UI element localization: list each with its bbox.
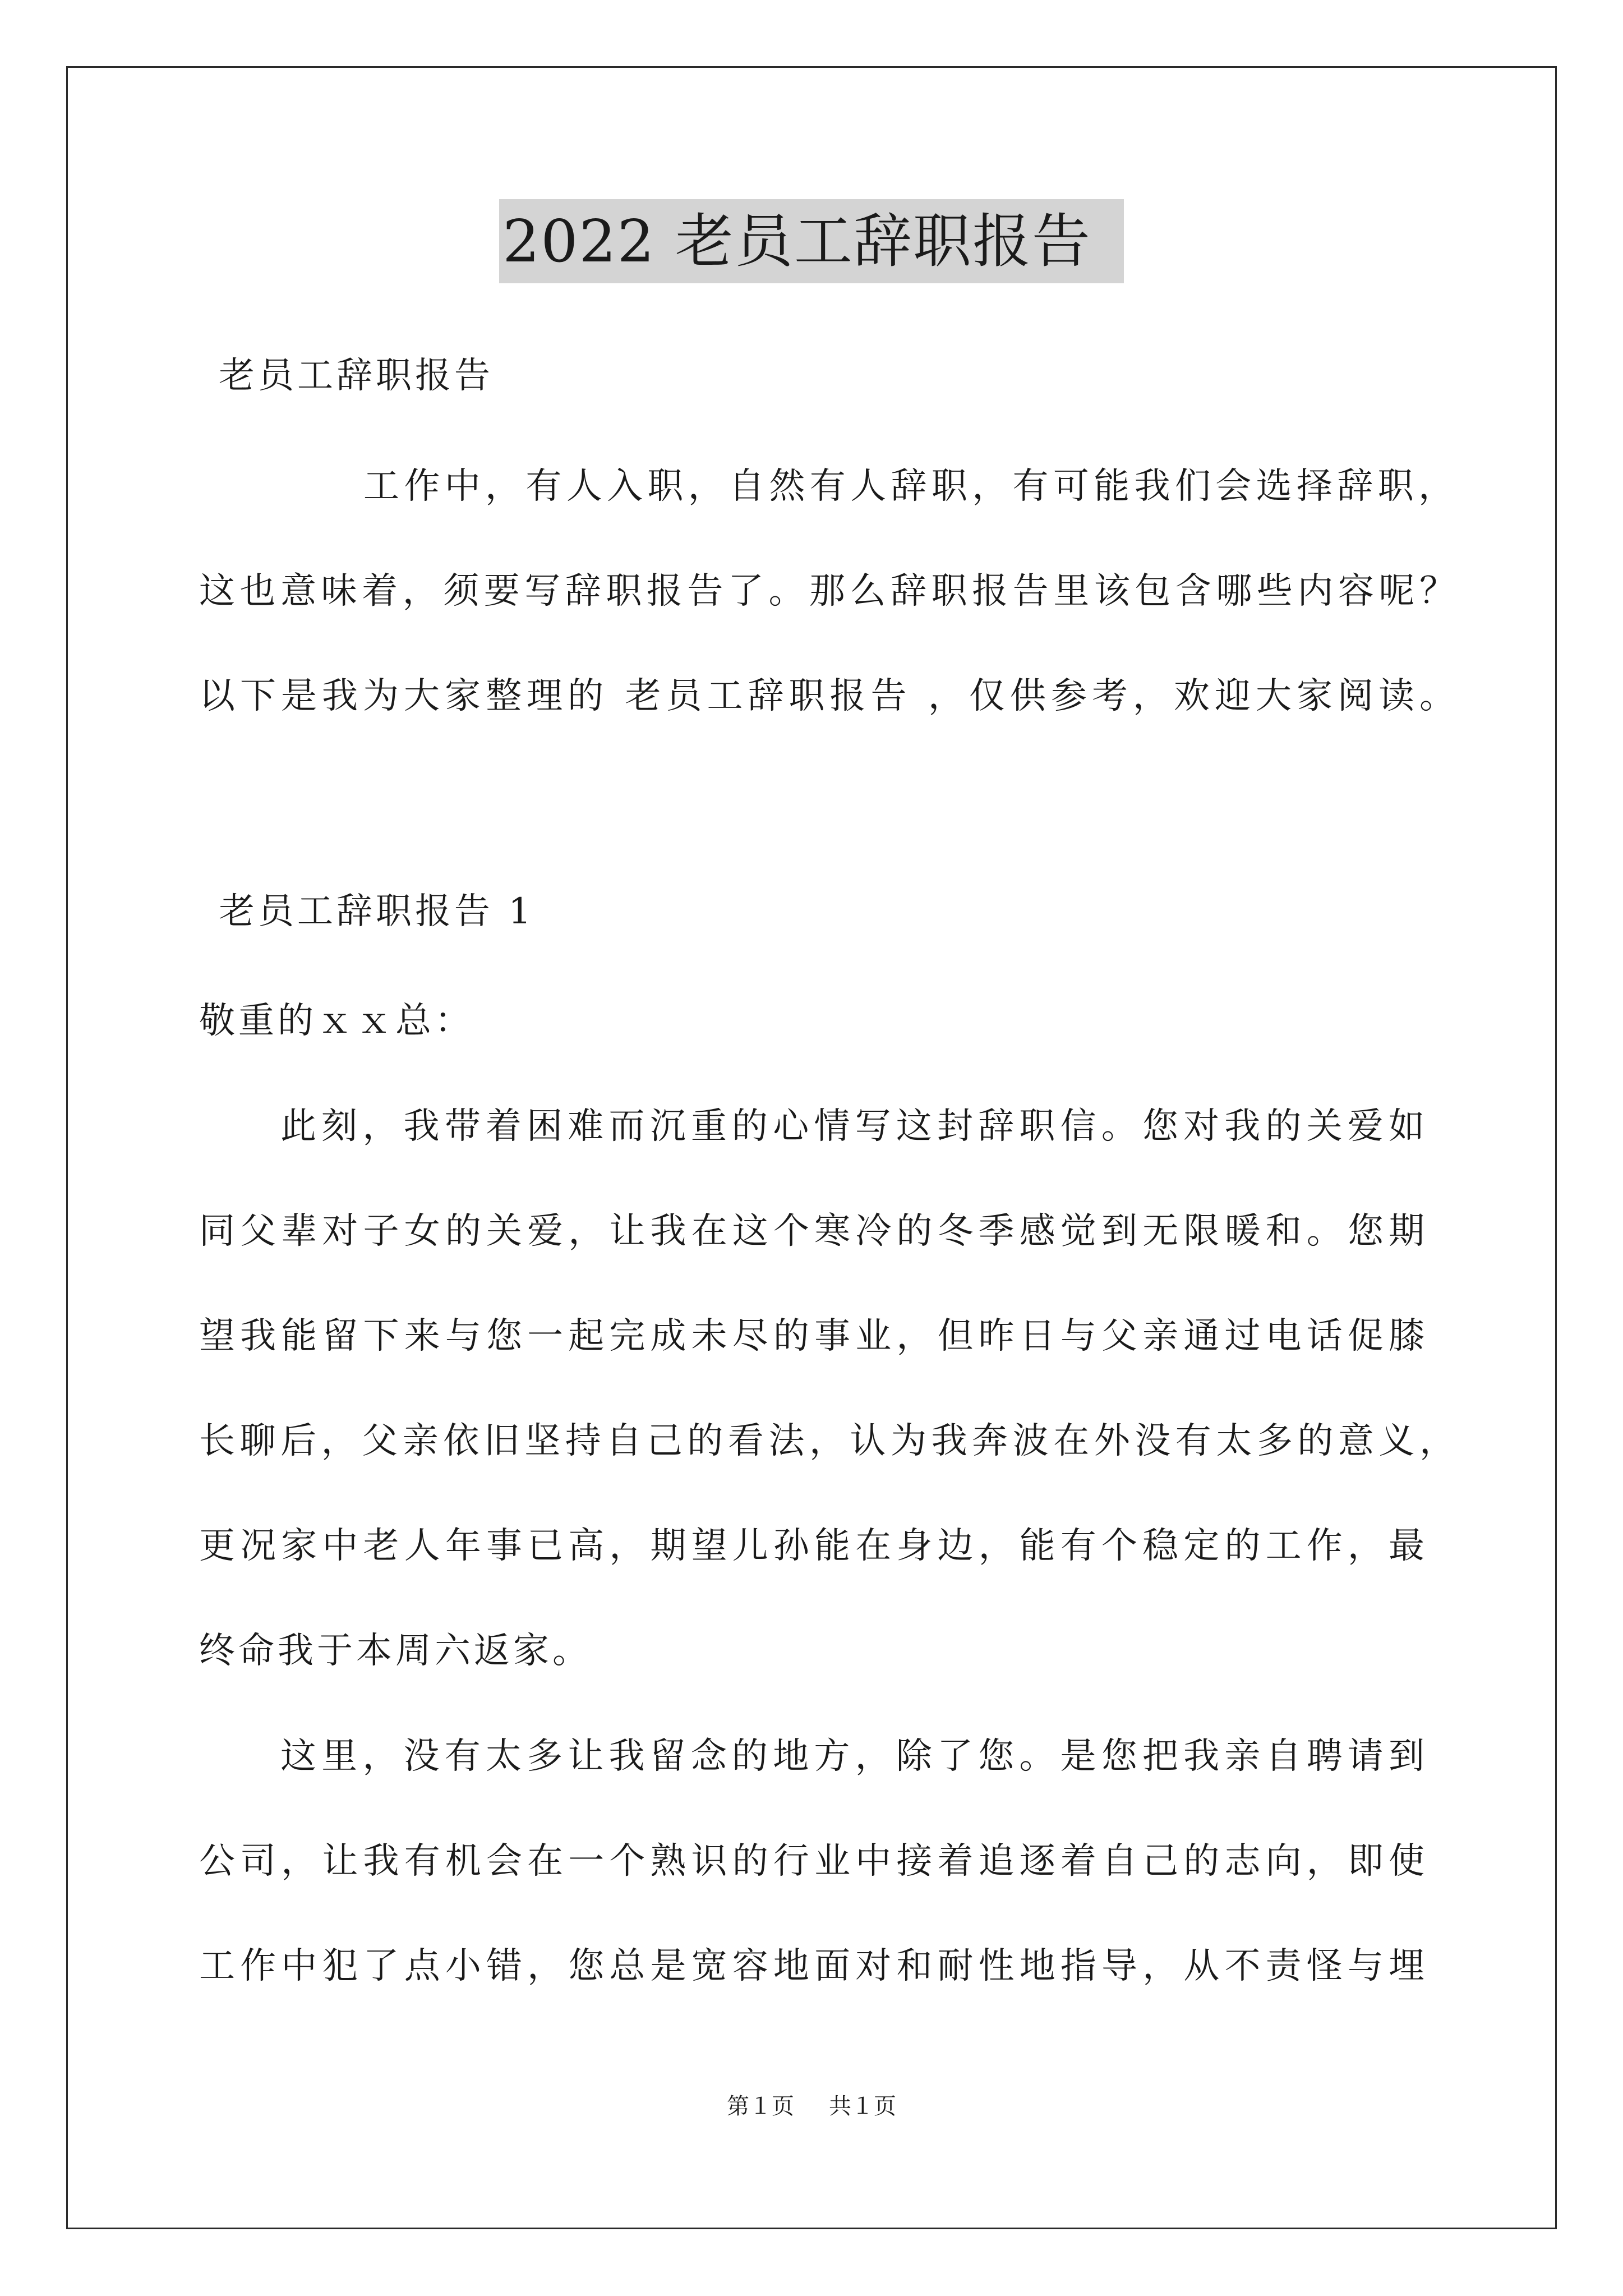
title-container [0, 199, 1623, 283]
document-title: 2022 老员工辞职报告 [499, 199, 1124, 283]
paragraph1-line-1: 此刻，我带着困难而沉重的心情写这封辞职信。您对我的关爱如 [280, 1106, 1424, 1147]
paragraph2-line-3: 工作中犯了点小错，您总是宽容地面对和耐性地指导，从不责怪与埋 [199, 1945, 1424, 1987]
intro-line-3: 以下是我为大家整理的 老员工辞职报告 ，仅供参考，欢迎大家阅读。 [199, 675, 1455, 717]
page-footer [0, 2090, 1623, 2123]
paragraph1-line-3: 望我能留下来与您一起完成未尽的事业，但昨日与父亲通过电话促膝 [199, 1315, 1424, 1357]
page-total: 共１页 [829, 2093, 896, 2119]
paragraph1-line-6: 终命我于本周六返家。 [199, 1630, 592, 1672]
intro-line-1: 工作中，有人入职，自然有人辞职，有可能我们会选择辞职， [363, 466, 1454, 507]
paragraph1-line-2: 同父辈对子女的关爱，让我在这个寒冷的冬季感觉到无限暖和。您期 [199, 1211, 1424, 1252]
paragraph1-line-5: 更况家中老人年事已高，期望儿孙能在身边，能有个稳定的工作，最 [199, 1525, 1424, 1567]
section-heading: 老员工辞职报告 1 [219, 891, 535, 932]
page-number: 第１页 [727, 2093, 794, 2119]
salutation: 敬重的ｘｘ总： [199, 1000, 474, 1042]
paragraph2-line-1: 这里，没有太多让我留念的地方，除了您。是您把我亲自聘请到 [280, 1736, 1424, 1777]
paragraph2-line-2: 公司，让我有机会在一个熟识的行业中接着追逐着自己的志向，即使 [199, 1841, 1424, 1882]
document-subtitle: 老员工辞职报告 [219, 355, 494, 397]
intro-line-2: 这也意味着，须要写辞职报告了。那么辞职报告里该包含哪些内容呢？ [199, 570, 1455, 612]
paragraph1-line-4: 长聊后，父亲依旧坚持自己的看法，认为我奔波在外没有太多的意义， [199, 1420, 1455, 1462]
